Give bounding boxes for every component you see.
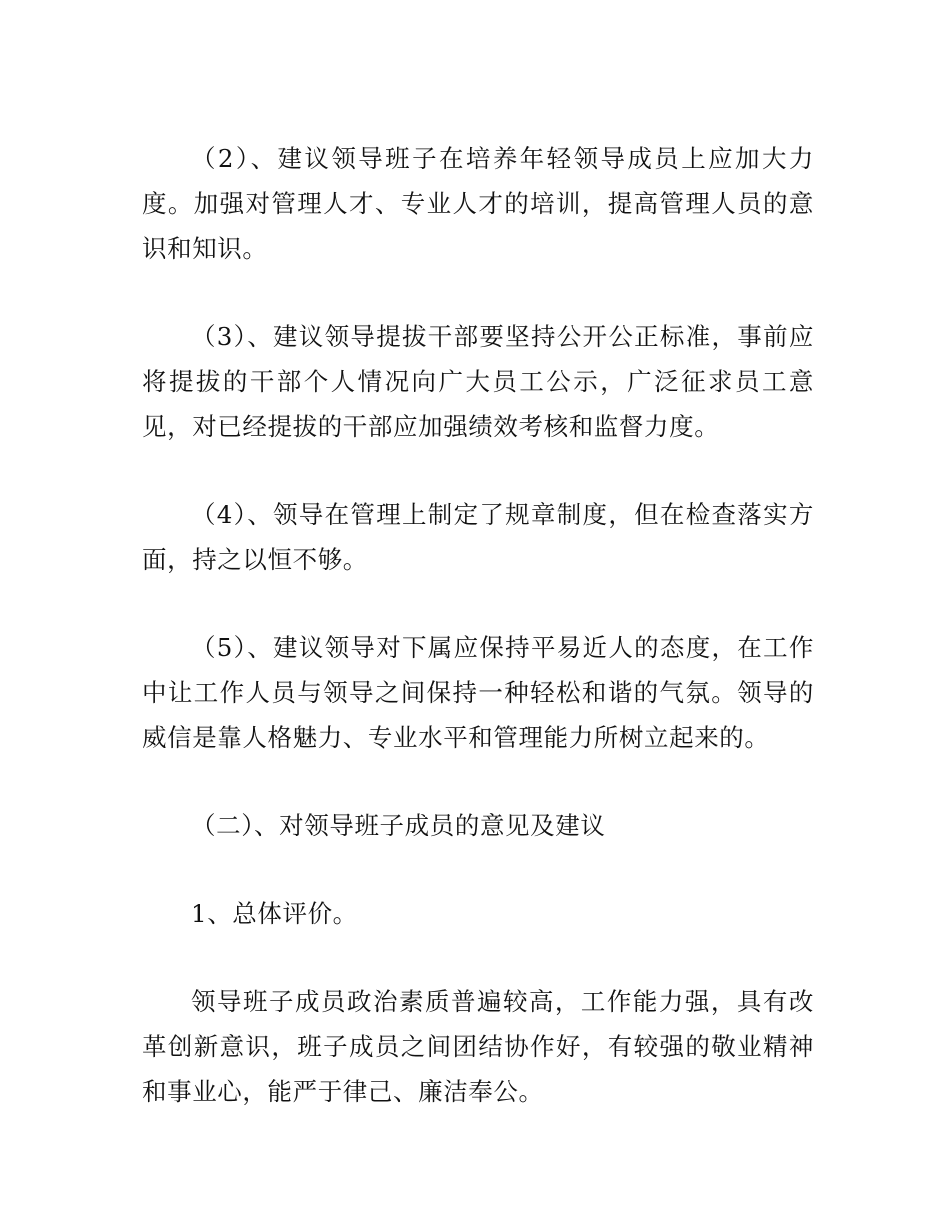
- paragraph-spacer: [142, 582, 814, 625]
- paragraph-spacer: [142, 271, 814, 314]
- paragraph-spacer: [142, 760, 814, 803]
- paragraph-overall-evaluation: 领导班子成员政治素质普遍较高，工作能力强，具有改革创新意识，班子成员之间团结协作好，有较强的敬业精神和事业心，能严于律己、廉洁奉公。: [142, 987, 814, 1106]
- paragraph-spacer: [142, 936, 814, 979]
- paragraph-suggestion-3: （3）、建议领导提拔干部要坚持公开公正标准，事前应将提拔的干部个人情况向广大员工公示，广泛征求员工意见，对已经提拔的干部应加强绩效考核和监督力度。: [142, 322, 814, 441]
- paragraph-spacer: [142, 848, 814, 891]
- paragraph-spacer: [142, 449, 814, 492]
- subsection-heading: 1、总体评价。: [191, 899, 358, 928]
- paragraph-suggestion-4: （4）、领导在管理上制定了规章制度，但在检查落实方面，持之以恒不够。: [142, 500, 814, 574]
- document-body: [142, 136, 814, 1114]
- paragraph-suggestion-5: （5）、建议领导对下属应保持平易近人的态度，在工作中让工作人员与领导之间保持一种轻松和谐的气氛。领导的威信是靠人格魅力、专业水平和管理能力所树立起来的。: [142, 633, 814, 752]
- section-heading: （二）、对领导班子成员的意见及建议: [191, 811, 606, 840]
- paragraph-suggestion-2: （2）、建议领导班子在培养年轻领导成员上应加大力度。加强对管理人才、专业人才的培训，提高管理人员的意识和知识。: [142, 144, 814, 263]
